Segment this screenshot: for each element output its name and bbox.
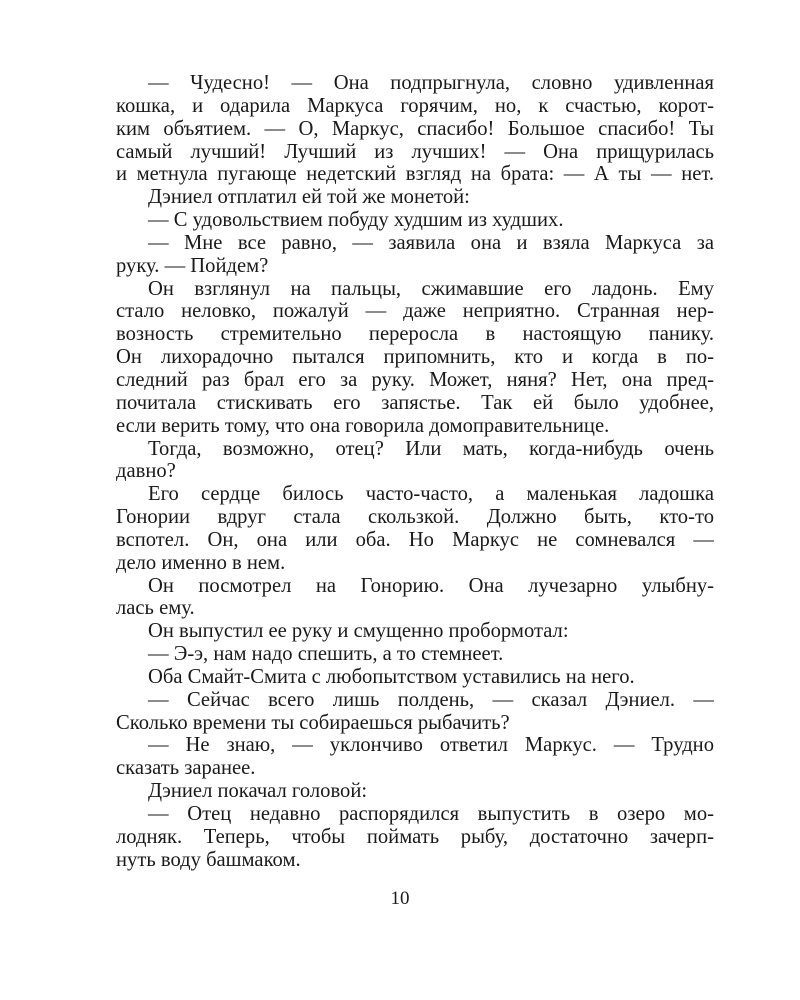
text-line: самый лучший! Лучший из лучших! — Она прищурилась [116,140,714,163]
text-line: сказать заранее. [116,757,256,780]
text-line: давно? [116,460,176,483]
text-line: Он лихорадочно пытался припомнить, кто и когда в по- [116,346,714,369]
text-line: Дэниел покачал головой: [148,780,368,803]
text-line: Сколько времени ты собираешься рыбачить? [116,711,510,734]
text-line: если верить тому, что она говорила домоправительнице. [116,414,610,437]
text-line: Он выпустил ее руку и смущенно пробормотал: [148,620,569,643]
text-line: дело именно в нем. [116,551,286,574]
text-line: лась ему. [116,597,195,620]
text-line: нуть воду башмаком. [116,848,301,871]
page-number: 10 [390,888,410,909]
text-line: Он посмотрел на Гонорию. Она лучезарно улыбну- [148,574,714,597]
body-text [116,72,714,872]
text-line: стало неловко, пожалуй — даже неприятно. Странная нер- [116,300,714,323]
text-line: и метнула пугающе недетский взгляд на брата: — А ты — нет. [116,163,714,186]
text-line: — Отец недавно распорядился выпустить в озеро мо- [148,803,714,825]
text-line: Он взглянул на пальцы, сжимавшие его ладонь. Ему [148,277,714,300]
text-line: — С удовольствием побуду худшим из худших. [148,209,564,232]
text-line: следний раз брал его за руку. Может, няня? Нет, она пред- [116,368,714,391]
text-line: — Мне все равно, — заявила она и взяла Маркуса за [148,231,714,254]
text-line: Его сердце билось часто-часто, а маленькая ладошка [148,483,714,506]
text-line: вспотел. Он, она или оба. Но Маркус не сомневался — [116,528,714,551]
text-line: возность стремительно переросла в настоящую панику. [116,323,714,346]
text-line: — Э-э, нам надо спешить, а то стемнеет. [148,643,504,666]
text-line: ким объятием. — О, Маркус, спасибо! Большое спасибо! Ты [116,117,714,140]
text-line: — Сейчас всего лишь полдень, — сказал Дэниел. — [148,688,714,711]
text-line: кошка, и одарила Маркуса горячим, но, к счастью, корот- [116,94,714,117]
text-line: Тогда, возможно, отец? Или мать, когда-нибудь очень [148,437,714,460]
text-line: руку. — Пойдем? [116,254,269,277]
text-line: — Чудесно! — Она подпрыгнула, словно удивленная [148,72,714,94]
text-line: Дэниел отплатил ей той же монетой: [148,186,470,209]
text-line: Гонории вдруг стала скользкой. Должно быть, кто-то [116,506,714,529]
text-line: Оба Смайт-Смита с любопытством уставились на него. [148,665,635,688]
text-line: — Не знаю, — уклончиво ответил Маркус. — Трудно [148,734,714,757]
text-line: почитала стискивать его запястье. Так ей было удобнее, [116,391,714,414]
text-line: лодняк. Теперь, чтобы поймать рыбу, достаточно зачерп- [116,825,714,848]
